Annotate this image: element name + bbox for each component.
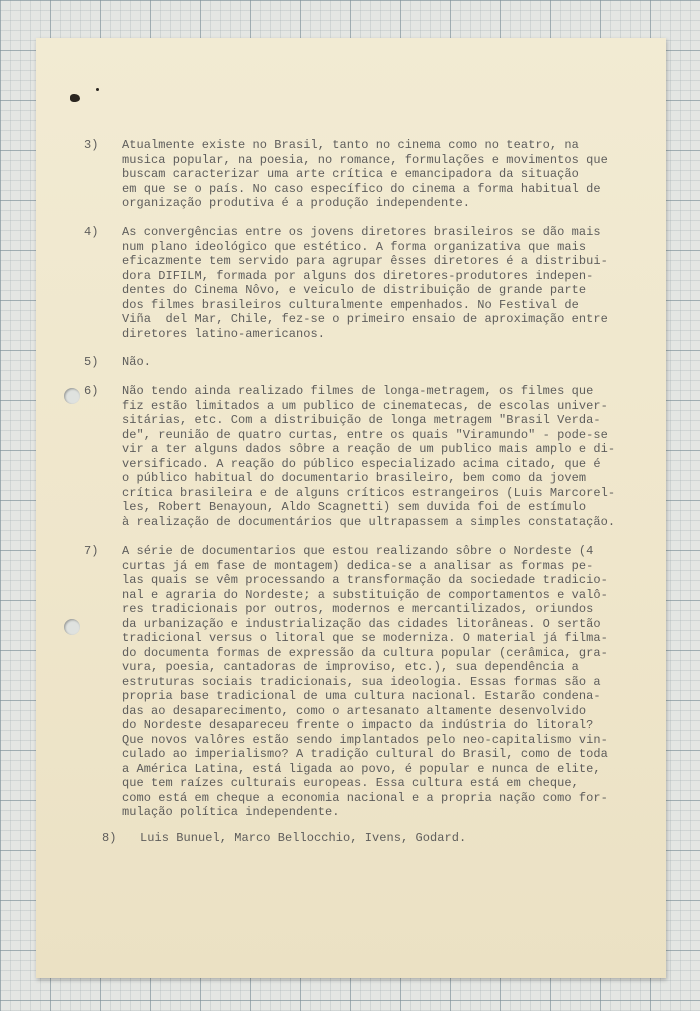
text-line: organização produtiva é a produção independente. (122, 196, 471, 210)
text-line: a América Latina, está ligada ao povo, é popular e nunca de elite, (122, 761, 601, 776)
text-line: como está em cheque a economia nacional e a propria nação como for- (122, 790, 608, 805)
punch-hole (64, 388, 80, 404)
item-number: 3) (84, 138, 99, 152)
text-line: Atualmente existe no Brasil, tanto no cinema como no teatro, na (122, 138, 579, 152)
text-line: em que se o país. No caso específico do cinema a forma habitual de (122, 181, 601, 196)
text-line: fiz estão limitados a um publico de cinematecas, de escolas univer- (122, 398, 608, 413)
text-line: estruturas sociais tradicionais, sua ideologia. Essas formas são a (122, 674, 601, 689)
typewritten-page (36, 38, 666, 978)
text-line: Viña del Mar, Chile, fez-se o primeiro ensaio de aproximação entre (122, 312, 608, 326)
text-line: que tem raízes culturais europeas. Essa cultura está em cheque, (122, 776, 579, 790)
text-line: As convergências entre os jovens diretores brasileiros se dão mais (122, 225, 601, 239)
text-line: do documenta formas de expressão da cultura popular (cerâmica, gra- (122, 645, 608, 660)
text-line: buscam caracterizar uma arte crítica e emancipadora da situação (122, 167, 579, 181)
text-line: dentes do Cinema Nôvo, e veiculo de distribuição de grande parte (122, 283, 587, 297)
item-number: 6) (84, 384, 99, 398)
answer-3 (84, 138, 624, 210)
text-line: crítica brasileira e de alguns críticos estrangeiros (Luis Marcorel- (122, 485, 616, 500)
text-line: da urbanização e industrialização das cidades litorâneas. O sertão (122, 616, 601, 631)
item-text (140, 831, 466, 846)
text-line: vura, poesia, cantadoras de improviso, etc.), sua dependência a (122, 660, 579, 674)
text-line: versificado. A reação do público especializado acima citado, que é (122, 456, 601, 471)
text-line: do Nordeste desapareceu frente o impacto da indústria do litoral? (122, 718, 594, 732)
item-number: 7) (84, 544, 99, 558)
item-text (122, 544, 608, 820)
answer-7 (84, 544, 624, 819)
item-text (122, 355, 151, 370)
text-line: eficazmente tem servido para agrupar êsses diretores é a distribui- (122, 254, 608, 268)
text-line: musica popular, na poesia, no romance, formulações e movimentos que (122, 152, 608, 167)
text-line: Luis Bunuel, Marco Bellocchio, Ivens, Godard. (140, 831, 467, 845)
text-line: curtas já em fase de montagem) dedica-se a analisar as formas pe- (122, 558, 594, 573)
item-text (122, 225, 608, 341)
punch-hole (64, 619, 80, 635)
answer-4 (84, 225, 624, 341)
text-line: Não tendo ainda realizado filmes de longa-metragem, os filmes que (122, 384, 594, 398)
text-line: A série de documentarios que estou realizando sôbre o Nordeste (4 (122, 544, 594, 558)
item-text (122, 384, 615, 529)
text-line: propria base tradicional de uma cultura nacional. Estarão condena- (122, 689, 601, 703)
text-line: sitárias, etc. Com a distribuição de longa metragem "Brasil Verda- (122, 413, 601, 427)
answer-6 (84, 384, 624, 529)
text-line: les, Robert Benayoun, Aldo Scagnetti) sem duvida foi de estímulo (122, 500, 587, 514)
text-line: las quais se vêm processando a transformação da sociedade tradicio- (122, 573, 608, 587)
ink-smudge (96, 88, 99, 91)
text-line: tradicional versus o litoral que se moderniza. O material já filma- (122, 631, 608, 645)
text-line: Não. (122, 355, 152, 369)
text-line: culado ao imperialismo? A tradição cultural do Brasil, como de toda (122, 747, 608, 761)
text-line: o público habitual do documentario brasileiro, bem como da jovem (122, 471, 587, 485)
text-line: mulação política independente. (122, 805, 340, 819)
text-line: dos filmes brasileiros culturalmente empenhados. No Festival de (122, 297, 579, 312)
text-line: num plano ideológico que estético. A forma organizativa que mais (122, 239, 587, 254)
text-line: de", reunião de quatro curtas, entre os quais "Viramundo" - pode-se (122, 427, 608, 442)
text-line: res tradicionais por outros, modernos e mercantilizados, oriundos (122, 602, 594, 616)
text-line: à realização de documentários que ultrapassem a simples constatação. (122, 514, 616, 529)
ink-smudge (70, 94, 80, 102)
item-text (122, 138, 608, 211)
item-number: 4) (84, 225, 99, 239)
text-line: dora DIFILM, formada por alguns dos diretores-produtores indepen- (122, 268, 594, 283)
item-number: 5) (84, 355, 99, 369)
text-line: nal e agraria do Nordeste; a substituição de comportamentos e valô- (122, 587, 608, 602)
text-line: das ao desaparecimento, como o artesanato altamente desenvolvido (122, 703, 587, 718)
item-number: 8) (102, 831, 117, 845)
text-line: diretores latino-americanos. (122, 326, 326, 341)
text-line: Que novos valôres estão sendo implantados pelo neo-capitalismo vin- (122, 732, 608, 747)
answer-8 (102, 831, 642, 889)
text-line: vir a ter alguns dados sôbre a reação de um publico mais amplo e di- (122, 442, 616, 456)
